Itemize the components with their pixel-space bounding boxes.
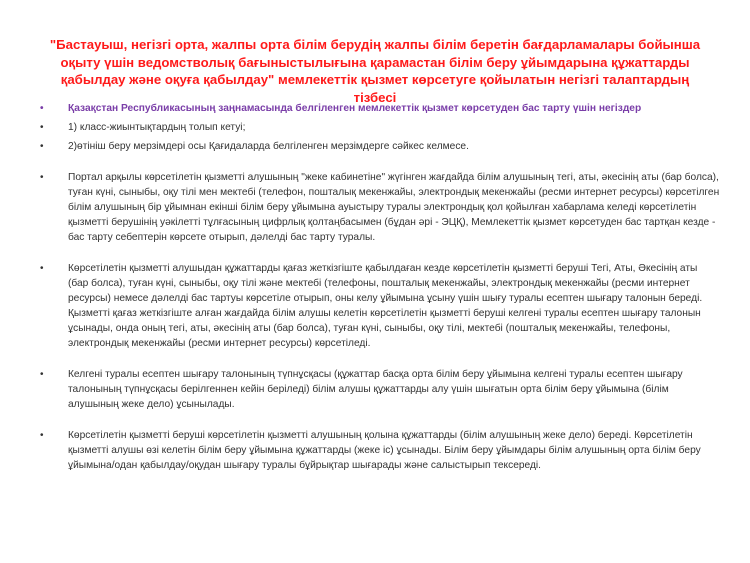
list-item [40,139,720,154]
list-item-text: Көрсетілетін қызметті алушыдан құжаттарды қағаз жеткізгіште қабылдаған кезде көрсетілетін қызметті беруші Тегі, Аты, Әкесінің аты (бар болса), туған күні, сыныбы, оқу тілі және мектебі (телефоны, пошталық мекенжайы, электрондық мекенжайы (ресми интернет ресурсы) немесе дәлелді бас тартуы көрсетіле отырып, оны келу ұйымына ұсыну үшін шығу туралы есептен шығару талонын береді. Қызметті қағаз жеткізгіште алған жағдайда білім алушы келетін көрсетілетін қызметті беруші келгені туралы есептен шығару талонын ұсынады, онда оның тегі, аты, әкесінің аты (бар болса), туған күні, сыныбы, оқу тілі, мектебі (пошталық мекенжайы, телефоны, электрондық мекенжайы (ресми интернет ресурсы) көрсетіледі. [68,263,703,349]
list-item-text: 2)өтініш беру мерзімдері осы Қағидаларда белгіленген мерзімдерге сәйкес келмесе. [68,141,469,152]
list-item-text: Портал арқылы көрсетілетін қызметті алушының "жеке кабинетіне" жүгінген жағдайда білім алушының тегі, аты, әкесінің аты (бар болса), туған күні, сыныбы, оқу тілі мен мектебі (телефон, пошталық мекенжайы, электрондық мекенжайы (ресми интернет ресурсы) көрсетілген білім алушының бір ұйымнан екінші білім беру ұйымына ауыстыру туралы электрондық қол қойылған хабарлама келеді көрсетілетін қызметті берушінің уәкілетті тұлғасының цифрлық қолтаңбасымен (бұдан әрі - ЭЦҚ), Мемлекеттік қызмет көрсетуден бас тартқан кезде - бас тарту себептерін көрсете отырып, дәлелді бас тарту туралы. [68,172,720,243]
list-item [40,428,720,473]
list-item [40,120,720,135]
list-item [40,170,720,245]
list-item-text: Көрсетілетін қызметті беруші көрсетілетін қызметті алушының қолына құжаттарды (білім алушының жеке дело) береді. Көрсетілетін қызметті алушы өзі келетін білім беру ұйымына құжаттарды (жеке іс) ұсынады. Білім беру ұйымдары білім алушының орта білім беру ұйымына/одан қабылдау/оқудан шығару туралы бұйрықтар шығарады және салыстырып тексереді. [68,430,701,471]
bullet-icon: • [40,103,44,114]
bullet-icon: • [40,122,44,133]
list-item [40,261,720,351]
bullet-icon: • [40,369,44,380]
list-item [40,101,720,116]
bullet-list [40,101,720,473]
list-item [40,367,720,412]
list-item-text: Қазақстан Республикасының заңнамасында белгіленген мемлекеттік қызмет көрсетуден бас тарту үшін негіздер [68,103,642,114]
bullet-icon: • [40,263,44,274]
bullet-icon: • [40,141,44,152]
bullet-icon: • [40,172,44,183]
list-item-text: 1) класс-жиынтықтардың толып кетуі; [68,122,246,133]
list-item-text: Келгені туралы есептен шығару талонының түпнұсқасы (құжаттар басқа орта білім беру ұйымына келгені туралы есептен шығару талонының түпнұсқасы берілгеннен кейін беріледі) білім алушы құжаттарды алу үшін шығатын орта білім беру ұйымына (білім алушының жеке дело) ұсынылады. [68,369,683,410]
slide-title: "Бастауыш, негізгі орта, жалпы орта білім берудің жалпы білім беретін бағдарламалары бойынша оқыту үшін ведомстволық бағыныстылығына қарамастан білім беру ұйымдарына құжаттарды қабылдау және оқуға қабылдау" мемлекеттік қызмет көрсетуге қойылатын негізгі талаптардың тізбесі [49,37,701,105]
bullet-icon: • [40,430,44,441]
